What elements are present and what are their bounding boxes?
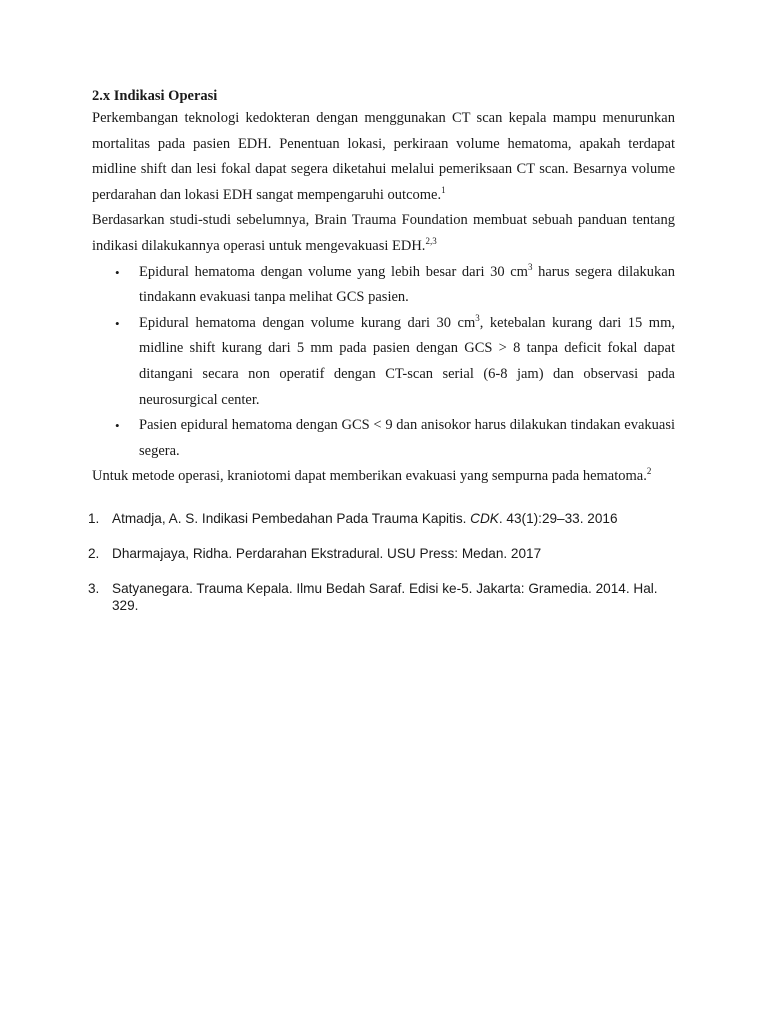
indication-text-continued: , ketebalan kurang dari 15 mm, midline shift kurang dari 5 mm pada pasien dengan GCS > 8 tanpa deficit fokal dapat ditangani secara non operatif dengan CT-scan serial (6-8 jam) dan observasi pada neurosurgical center.: [139, 314, 675, 408]
bullet-icon: •: [115, 315, 120, 331]
reference-text-continued: . 43(1):29–33. 2016: [498, 510, 618, 526]
reference-number: 3.: [88, 580, 100, 596]
indication-item: [115, 311, 675, 413]
reference-number: 1.: [88, 510, 100, 526]
reference-number: 2.: [88, 545, 100, 561]
paragraph-intro-text: Perkembangan teknologi kedokteran dengan menggunakan CT scan kepala mampu menurunkan mortalitas pada pasien EDH. Penentuan lokasi, perkiraan volume hematoma, apakah terdapat midline shift dan lesi fokal dapat segera diketahui melalui pemeriksaan CT scan. Besarnya volume perdarahan dan lokasi EDH sangat mempengaruhi outcome.: [92, 110, 675, 203]
paragraph-guideline: [92, 208, 675, 259]
reference-text: Atmadja, A. S. Indikasi Pembedahan Pada Trauma Kapitis.: [112, 510, 471, 526]
paragraph-method-text: Untuk metode operasi, kraniotomi dapat memberikan evakuasi yang sempurna pada hematoma.: [92, 468, 647, 485]
reference-list: [88, 510, 675, 614]
reference-text: Satyanegara. Trauma Kepala. Ilmu Bedah Saraf. Edisi ke-5. Jakarta: Gramedia. 2014. Hal. 329.: [112, 580, 658, 613]
indication-text: Epidural hematoma dengan volume yang lebih besar dari 30 cm: [139, 263, 528, 280]
indication-text: Epidural hematoma dengan volume kurang dari 30 cm: [139, 314, 476, 331]
reference-item: [88, 510, 675, 527]
reference-text: Dharmajaya, Ridha. Perdarahan Ekstradural. USU Press: Medan. 2017: [112, 545, 542, 561]
paragraph-guideline-text: Berdasarkan studi-studi sebelumnya, Brain Trauma Foundation membuat sebuah panduan tentang indikasi dilakukannya operasi untuk mengevakuasi EDH.: [92, 212, 675, 254]
citation-superscript: 2: [646, 466, 652, 477]
citation-superscript: 1: [441, 184, 446, 195]
journal-name: CDK: [470, 510, 499, 526]
section-heading: 2.x Indikasi Operasi: [92, 88, 218, 104]
indication-item: [115, 260, 675, 311]
reference-item: [88, 580, 675, 614]
indication-text-continued: harus segera dilakukan tindakann evakuasi tanpa melihat GCS pasien.: [139, 263, 675, 306]
paragraph-method: [92, 464, 675, 490]
unit-superscript: 3: [527, 261, 533, 272]
indication-list: [92, 260, 675, 465]
indication-text: Pasien epidural hematoma dengan GCS < 9 dan anisokor harus dilakukan tindakan evakuasi segera.: [139, 417, 675, 459]
paragraph-intro: [92, 106, 675, 208]
bullet-icon: •: [115, 418, 120, 434]
indication-item: [115, 413, 675, 464]
document-body: [88, 86, 675, 632]
citation-superscript: 2,3: [425, 236, 437, 247]
bullet-icon: •: [115, 264, 120, 280]
unit-superscript: 3: [475, 312, 480, 323]
reference-item: [88, 545, 675, 562]
